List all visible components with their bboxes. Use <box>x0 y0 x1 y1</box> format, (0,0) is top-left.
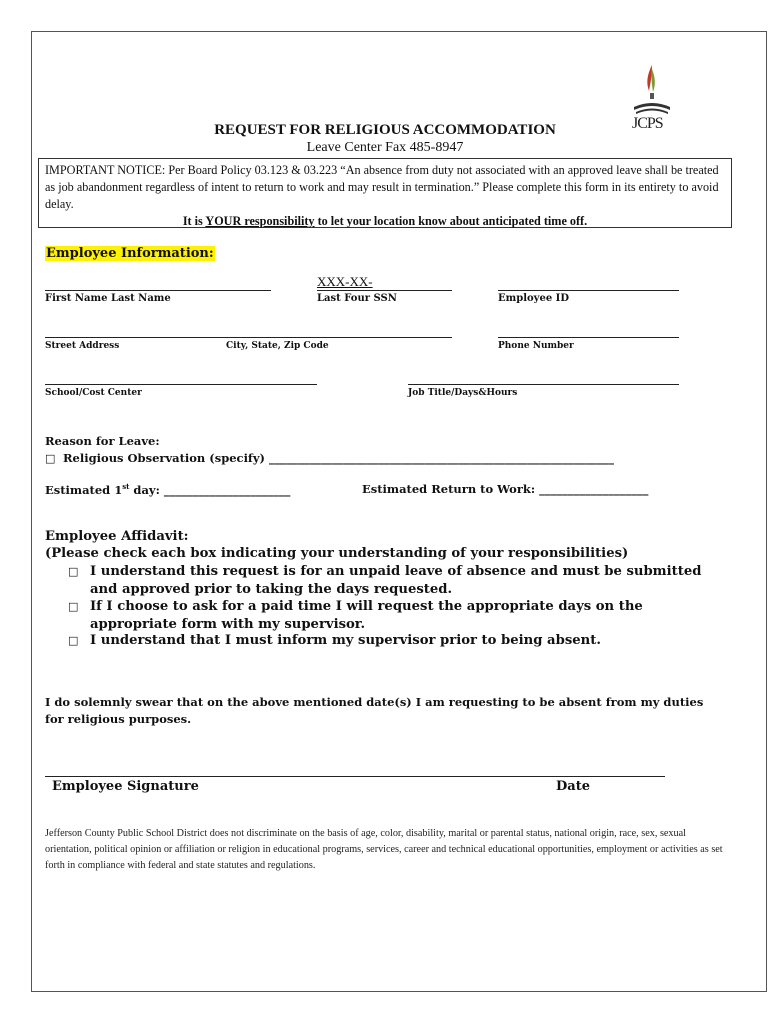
sworn-statement: I do solemnly swear that on the above mentioned date(s) I am requesting to be absent from my duties for religious purposes. <box>45 695 704 726</box>
city-label: City, State, Zip Code <box>226 341 329 351</box>
logo-text: JCPS <box>632 115 663 132</box>
first-day-label: Estimated 1 <box>45 482 123 497</box>
affidavit-checkbox[interactable]: □ <box>68 565 79 578</box>
first-day-ordinal: st <box>122 482 130 491</box>
first-day-blank: day: ______________________ <box>129 482 291 497</box>
important-notice <box>38 158 732 228</box>
ssn-field[interactable] <box>317 290 452 291</box>
ssn-label: Last Four SSN <box>317 293 397 304</box>
employee-signature-label: Employee Signature <box>52 779 199 794</box>
street-label: Street Address <box>45 341 120 351</box>
phone-field[interactable] <box>498 337 679 338</box>
name-field[interactable] <box>45 290 271 291</box>
signature-field[interactable] <box>45 776 665 777</box>
date-label: Date <box>556 779 590 794</box>
employee-id-label: Employee ID <box>498 293 570 304</box>
affidavit-item <box>68 598 728 633</box>
religious-observation-label: Religious Observation (specify) ____________________________________________________________ <box>63 451 615 465</box>
name-label: First Name Last Name <box>45 293 171 304</box>
phone-label: Phone Number <box>498 341 574 351</box>
affidavit-item-text: If I choose to ask for a paid time I will request the appropriate days on the appropriate form with my supervisor. <box>90 599 643 632</box>
affidavit-checkbox[interactable]: □ <box>68 600 79 613</box>
reason-label: Reason for Leave: <box>45 434 160 448</box>
first-day-field[interactable] <box>45 482 290 497</box>
affidavit-checkbox[interactable]: □ <box>68 634 79 647</box>
nondiscrimination-footer: Jefferson County Public School District does not discriminate on the basis of age, color, disability, marital or parental status, national origin, race, sex, sexual orientation, political opinion or affiliation or religion in educational programs, services, career and technical educational opportunities, employment or activities as set forth in compliance with federal and state statutes and regulations. <box>45 828 723 871</box>
affidavit-item <box>68 632 728 650</box>
job-field[interactable] <box>408 384 679 385</box>
affidavit-item <box>68 563 728 598</box>
form-title: REQUEST FOR RELIGIOUS ACCOMMODATION <box>214 122 556 138</box>
employee-id-field[interactable] <box>498 290 679 291</box>
ssn-prefix: XXX-XX- <box>317 274 373 289</box>
return-to-work-field[interactable]: Estimated Return to Work: ___________________ <box>362 482 649 496</box>
responsibility-line <box>45 213 725 230</box>
religious-observation-row <box>45 451 614 465</box>
form-subtitle: Leave Center Fax 485-8947 <box>306 140 464 155</box>
school-field[interactable] <box>45 384 317 385</box>
address-field[interactable] <box>45 337 452 338</box>
religious-observation-checkbox[interactable]: □ <box>45 452 56 465</box>
job-label: Job Title/Days&Hours <box>408 388 518 398</box>
school-label: School/Cost Center <box>45 388 142 398</box>
affidavit-item-text: I understand this request is for an unpaid leave of absence and must be submitted and approved prior to taking the days requested. <box>90 564 702 597</box>
affidavit-instruction: (Please check each box indicating your understanding of your responsibilities) <box>45 546 629 561</box>
responsibility-prefix: It is <box>182 214 206 228</box>
responsibility-suffix: to let your location know about anticipated time off. <box>314 214 588 228</box>
affidavit-heading: Employee Affidavit: <box>45 529 189 544</box>
notice-text: IMPORTANT NOTICE: Per Board Policy 03.123 & 03.223 “An absence from duty not associated with an approved leave shall be treated as job abandonment regardless of intent to return to work and may result in termination.” Please complete this form in its entirety to avoid delay. <box>45 163 719 211</box>
affidavit-item-text: I understand that I must inform my supervisor prior to being absent. <box>90 633 601 648</box>
responsibility-emphasis: YOUR responsibility <box>205 214 315 228</box>
employee-information-heading: Employee Information: <box>46 246 214 261</box>
